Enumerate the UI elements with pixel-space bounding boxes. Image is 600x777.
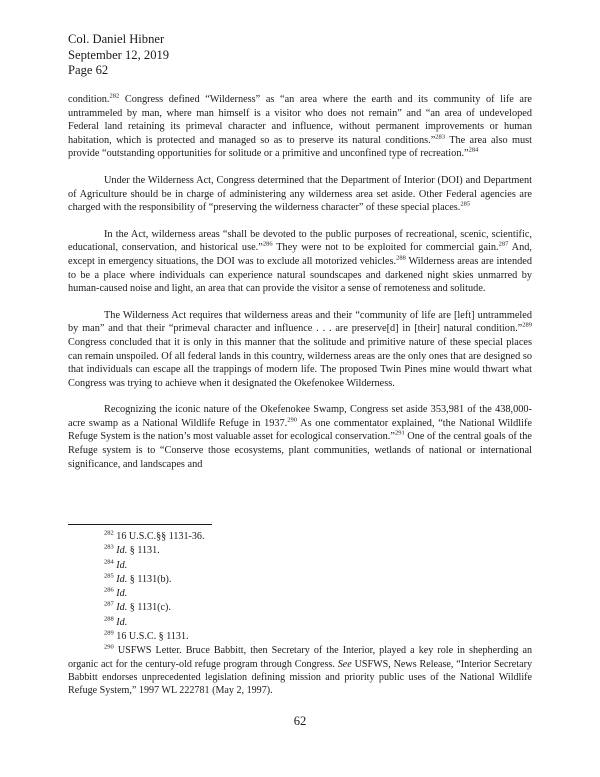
footnote-289 — [68, 630, 532, 643]
text-run: 16 U.S.C. § 1131. — [113, 631, 189, 643]
text-run: They were not to be exploited for commercial gain. — [272, 242, 499, 254]
footnote-ref: 290 — [287, 416, 297, 424]
paragraph-3 — [68, 228, 532, 296]
footnote-ref: 289 — [522, 321, 532, 329]
text-run: Congress defined “Wilderness” as “an area where the earth and its community of life are untrammeled by man, where man himself is a visitor who does not remain” and “an area of undeveloped Federal land retaining its primeval character and influence, without permanent improvements or human habitation, which is protected and managed so as to preserve its natural conditions.” — [68, 94, 532, 146]
text-run: In the Act, wilderness areas “shall be devoted to the public purposes of recreational, scenic, scientific, educational, conservation, and historical use.” — [68, 228, 532, 254]
text-run: As one commentator explained, “the National Wildlife Refuge System is the nation’s most valuable asset for ecological conservation.” — [68, 417, 532, 443]
footnote-divider — [68, 524, 212, 525]
italic-text: Id. — [116, 573, 128, 585]
footnote-282 — [68, 530, 532, 543]
footnote-ref: 288 — [104, 615, 114, 623]
page-number: 62 — [293, 714, 307, 728]
footnote-ref: 282 — [109, 92, 120, 100]
paragraph-2 — [68, 174, 532, 215]
recipient-name: Col. Daniel Hibner — [68, 32, 165, 46]
footnote-ref: 287 — [498, 240, 509, 248]
footnote-ref: 283 — [104, 543, 114, 551]
italic-text: Id. — [116, 616, 128, 628]
text-run: § 1131(c). — [127, 602, 171, 614]
text-run: condition. — [68, 94, 110, 105]
text-run: And, except in emergency situations, the DOI was to exclude all motorized vehicles. — [68, 242, 532, 267]
footnote-290 — [68, 644, 532, 697]
text-run: USFWS Letter. Bruce Babbitt, then Secretary of the Interior, played a key role in shepherding an organic act for the century-old refuge program through Congress. — [68, 645, 532, 670]
text-run: § 1131(b). — [127, 573, 172, 585]
footnote-ref: 288 — [396, 254, 406, 262]
footnote-ref: 283 — [435, 133, 446, 141]
footnote-285 — [68, 573, 532, 586]
footnote-ref: 285 — [460, 200, 471, 208]
footnote-288 — [68, 616, 532, 629]
footnote-286 — [68, 587, 532, 600]
footnote-283 — [68, 544, 532, 557]
text-run: Congress concluded that it is only in this manner that the solitude and primitive nature of these special places can remain unspoiled. Of all federal lands in this country, wilderness areas are the only ones that are designed so that individuals can escape all the trappings of modern life. The proposed Twin Pines mine would thwart what Congress was trying to achieve when it designated the Okefenokee Wilderness. — [68, 336, 532, 389]
footnote-ref: 290 — [104, 644, 114, 652]
header-page-label: Page 62 — [68, 63, 109, 77]
italic-text: Id. — [116, 602, 128, 614]
text-run: The Wilderness Act requires that wilderness areas and their “community of life are [left] untrammeled by man” and that their “primeval character and influence . . . are preserve[d] in [their] natural condition.” — [68, 309, 532, 335]
letter-date: September 12, 2019 — [68, 47, 170, 62]
footnote-284 — [68, 559, 532, 572]
text-run: § 1131. — [127, 545, 160, 557]
footnotes — [68, 530, 532, 699]
footnote-ref: 284 — [104, 558, 114, 566]
footnote-287 — [68, 601, 532, 614]
footnote-ref: 285 — [104, 572, 114, 580]
paragraph-1 — [68, 93, 532, 161]
footnote-ref: 291 — [394, 430, 405, 438]
text-run: USFWS, News Release, “Interior Secretary Babbitt endorses unprecedented legislation defining mission and priority public uses of the National Wildlife Refuge System,” 1997 WL 222781 (May 2, 1997). — [68, 658, 532, 697]
italic-text: See — [337, 658, 352, 670]
letter-header — [68, 32, 169, 79]
footnote-ref: 286 — [262, 240, 273, 248]
italic-text: Id. — [116, 559, 128, 571]
footnote-ref: 286 — [104, 586, 114, 594]
footnote-ref: 287 — [104, 601, 114, 609]
text-run: 16 U.S.C.§§ 1131-36. — [113, 531, 205, 542]
italic-text: Id. — [116, 588, 128, 600]
paragraph-5 — [68, 403, 532, 471]
footnote-ref: 282 — [104, 529, 114, 537]
text-run: Wilderness areas are intended to be a place where individuals can experience natural soundscapes and darkened night skies unmarred by human-caused noise and light, an area that can provide the visitor a sense of remoteness and solitude. — [68, 255, 532, 295]
footnote-ref: 289 — [104, 629, 114, 637]
body-text — [68, 93, 532, 484]
text-run: One of the central goals of the Refuge system is to “Conserve those ecosystems, plant communities, wetlands of national or international significance, and landscapes and — [68, 431, 533, 470]
footnote-ref: 284 — [468, 146, 479, 154]
text-run: Recognizing the iconic nature of the Okefenokee Swamp, Congress set aside 353,981 of the 438,000-acre swamp as a National Wildlife Refuge in 1937. — [68, 404, 532, 429]
text-run: Under the Wilderness Act, Congress determined that the Department of Interior (DOI) and Department of Agriculture should be in charge of administering any wilderness area set aside. Other Federal agencies are charged with the responsibility of “preserving the wilderness character” of these special places. — [68, 174, 532, 214]
paragraph-4 — [68, 309, 532, 391]
italic-text: Id. — [116, 545, 128, 557]
text-run: The area also must provide “outstanding opportunities for solitude or a primitive and unconfined type of recreation.” — [68, 134, 532, 160]
